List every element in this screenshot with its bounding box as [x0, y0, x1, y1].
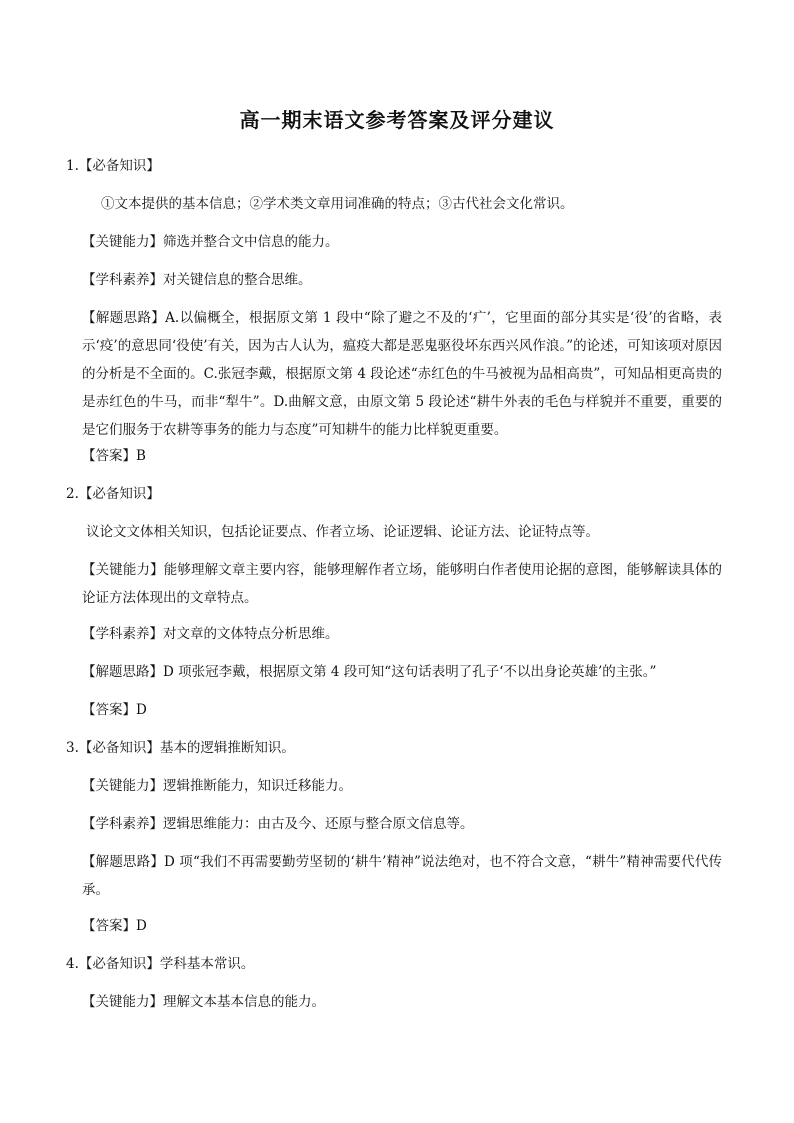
q1-analysis: 【解题思路】A.以偏概全，根据原文第 1 段中“除了避之不及的‘疒’，它里面的部分其实是‘役’的省略，表示‘疫’的意思同‘役使’有关，因为古人认为，瘟疫大都是恶鬼驱役坏东西兴风作浪。”的论述，可知该项对原因的分析是不全面的。C.张冠李戴，根据原文第 4 段论述“赤红色的牛马被视为品相高贵”，可知品相更高贵的是赤红色的牛马，而非“犁牛”。D.曲解文意，由原文第 5 段论述“耕牛外表的毛色与样貌并不重要，重要的是它们服务于农耕等事务的能力与态度”可知耕牛的能力比样貌更重要。	[82, 310, 722, 438]
q2-heading: 2.【必备知识】	[66, 486, 160, 502]
q1-literacy: 【学科素养】对关键信息的整合思维。	[82, 272, 312, 288]
q1-ability: 【关键能力】筛选并整合文中信息的能力。	[82, 234, 339, 250]
q1-knowledge: ①文本提供的基本信息；②学术类文章用词准确的特点；③古代社会文化常识。	[101, 196, 574, 212]
q2-ability: 【关键能力】能够理解文章主要内容，能够理解作者立场，能够明白作者使用论据的意图，能够解读具体的论证方法体现出的文章特点。	[82, 562, 722, 606]
q3-literacy: 【学科素养】逻辑思维能力：由古及今、还原与整合原文信息等。	[82, 816, 474, 832]
q2-literacy: 【学科素养】对文章的文体特点分析思维。	[82, 626, 339, 642]
q2-analysis: 【解题思路】D 项张冠李戴，根据原文第 4 段可知“这句话表明了孔子‘不以出身论英雄’的主张。”	[82, 664, 657, 680]
q2-knowledge: 议论文文体相关知识，包括论证要点、作者立场、论证逻辑、论证方法、论证特点等。	[86, 524, 599, 540]
q2-answer: 【答案】D	[82, 702, 147, 718]
q3-ability: 【关键能力】逻辑推断能力，知识迁移能力。	[82, 778, 352, 794]
q1-answer: 【答案】B	[82, 448, 146, 464]
q4-ability: 【关键能力】理解文本基本信息的能力。	[82, 994, 325, 1010]
q1-heading: 1.【必备知识】	[66, 158, 160, 174]
q4-heading: 4.【必备知识】学科基本常识。	[66, 956, 255, 972]
q3-heading: 3.【必备知识】基本的逻辑推断知识。	[66, 740, 295, 756]
page-title: 高一期末语文参考答案及评分建议	[239, 108, 555, 132]
q3-analysis: 【解题思路】D 项“我们不再需要勤劳坚韧的‘耕牛’精神”说法绝对，也不符合文意，“耕牛”精神需要代代传承。	[82, 854, 722, 898]
q3-answer: 【答案】D	[82, 918, 147, 934]
